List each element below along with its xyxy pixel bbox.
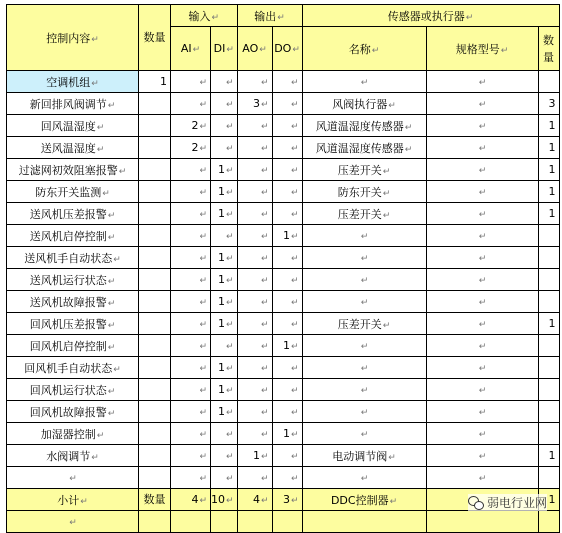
header-ai: AI↵ xyxy=(171,27,211,71)
table-row xyxy=(7,159,560,181)
cell-ai: ↵ xyxy=(171,423,211,445)
cell-ai: ↵ xyxy=(171,269,211,291)
cell-content: 送风机运行状态↵ xyxy=(7,269,139,291)
table-row xyxy=(7,401,560,423)
cell-qty: 1 xyxy=(538,203,559,225)
cell-name: 风阀执行器↵ xyxy=(302,93,426,115)
cell-model: ↵ xyxy=(426,423,538,445)
total-count: 数量 xyxy=(139,489,171,511)
header-control-content: 控制内容↵ xyxy=(7,5,139,71)
cell-di: ↵ xyxy=(211,335,238,357)
cell-ao: ↵ xyxy=(237,247,272,269)
cell-content: 送风机手自动状态↵ xyxy=(7,247,139,269)
cell-do: 1↵ xyxy=(272,225,302,247)
cell-ao: 3↵ xyxy=(237,93,272,115)
table-row xyxy=(7,247,560,269)
cell-ao: ↵ xyxy=(237,335,272,357)
cell-ai: ↵ xyxy=(171,445,211,467)
cell-ai: ↵ xyxy=(171,357,211,379)
cell-count xyxy=(139,445,171,467)
cell-count xyxy=(139,225,171,247)
cell-content: 回风机启停控制↵ xyxy=(7,335,139,357)
cell-qty xyxy=(538,379,559,401)
cell-content: ↵ xyxy=(7,467,139,489)
cell-name: ↵ xyxy=(302,335,426,357)
cell-do: ↵ xyxy=(272,291,302,313)
cell-do: ↵ xyxy=(272,313,302,335)
cell-ao: ↵ xyxy=(237,181,272,203)
table-row xyxy=(7,269,560,291)
cell-di: 1↵ xyxy=(211,181,238,203)
cell-content: 新回排风阀调节↵ xyxy=(7,93,139,115)
header-count: 数量 xyxy=(139,5,171,71)
cell-do: 1↵ xyxy=(272,335,302,357)
footer-empty-cell xyxy=(237,511,272,533)
cell-qty: 1 xyxy=(538,445,559,467)
table-row xyxy=(7,137,560,159)
table-row xyxy=(7,225,560,247)
cell-name: ↵ xyxy=(302,291,426,313)
cell-model: ↵ xyxy=(426,225,538,247)
cell-qty xyxy=(538,291,559,313)
table-row xyxy=(7,203,560,225)
header-name: 名称↵ xyxy=(302,27,426,71)
cell-ai: ↵ xyxy=(171,291,211,313)
header-qty: 数量 xyxy=(538,27,559,71)
cell-content: 送风机故障报警↵ xyxy=(7,291,139,313)
cell-content: 加湿器控制↵ xyxy=(7,423,139,445)
cell-di: 1↵ xyxy=(211,159,238,181)
table-row xyxy=(7,335,560,357)
cell-di: 1↵ xyxy=(211,203,238,225)
cell-content: 空调机组↵ xyxy=(7,71,139,93)
cell-model: ↵ xyxy=(426,181,538,203)
total-ai: 4↵ xyxy=(171,489,211,511)
cell-name: 压差开关↵ xyxy=(302,159,426,181)
cell-ao: ↵ xyxy=(237,225,272,247)
cell-di: 1↵ xyxy=(211,291,238,313)
cell-do: ↵ xyxy=(272,401,302,423)
total-label: 小计↵ xyxy=(7,489,139,511)
cell-name: ↵ xyxy=(302,401,426,423)
cell-name: ↵ xyxy=(302,423,426,445)
table-row xyxy=(7,93,560,115)
cell-content: 回风机压差报警↵ xyxy=(7,313,139,335)
cell-ao: ↵ xyxy=(237,291,272,313)
cell-qty xyxy=(538,269,559,291)
cell-qty xyxy=(538,467,559,489)
cell-count xyxy=(139,159,171,181)
cell-count xyxy=(139,203,171,225)
cell-do: ↵ xyxy=(272,357,302,379)
footer-empty-cell xyxy=(139,511,171,533)
cell-ai: ↵ xyxy=(171,247,211,269)
cell-do: ↵ xyxy=(272,467,302,489)
cell-di: 1↵ xyxy=(211,247,238,269)
cell-model: ↵ xyxy=(426,291,538,313)
cell-name: ↵ xyxy=(302,467,426,489)
table-row xyxy=(7,423,560,445)
cell-model: ↵ xyxy=(426,313,538,335)
cell-ai: ↵ xyxy=(171,313,211,335)
cell-count xyxy=(139,335,171,357)
cell-name: ↵ xyxy=(302,71,426,93)
cell-do: ↵ xyxy=(272,115,302,137)
cell-qty xyxy=(538,335,559,357)
table-row xyxy=(7,467,560,489)
header-ao: AO↵ xyxy=(237,27,272,71)
header-input: 输入↵ xyxy=(171,5,238,27)
cell-count xyxy=(139,181,171,203)
header-model: 规格型号↵ xyxy=(426,27,538,71)
cell-model: ↵ xyxy=(426,137,538,159)
cell-do: ↵ xyxy=(272,445,302,467)
cell-ai: ↵ xyxy=(171,71,211,93)
cell-di: ↵ xyxy=(211,467,238,489)
table-row xyxy=(7,357,560,379)
cell-count xyxy=(139,313,171,335)
header-output: 输出↵ xyxy=(237,5,302,27)
footer-empty-row xyxy=(7,511,560,533)
cell-content: 过滤网初效阻塞报警↵ xyxy=(7,159,139,181)
cell-qty xyxy=(538,423,559,445)
cell-qty: 1 xyxy=(538,115,559,137)
table-row xyxy=(7,291,560,313)
cell-model: ↵ xyxy=(426,269,538,291)
cell-di: 1↵ xyxy=(211,269,238,291)
cell-di: ↵ xyxy=(211,115,238,137)
cell-name: 压差开关↵ xyxy=(302,313,426,335)
footer-empty-cell xyxy=(538,511,559,533)
cell-model: ↵ xyxy=(426,203,538,225)
cell-do: ↵ xyxy=(272,203,302,225)
cell-model: ↵ xyxy=(426,115,538,137)
table-row xyxy=(7,379,560,401)
cell-ao: ↵ xyxy=(237,159,272,181)
cell-count: 1 xyxy=(139,71,171,93)
cell-ai: ↵ xyxy=(171,467,211,489)
cell-qty xyxy=(538,225,559,247)
table-row xyxy=(7,445,560,467)
cell-qty xyxy=(538,401,559,423)
cell-count xyxy=(139,137,171,159)
cell-content: 回风机运行状态↵ xyxy=(7,379,139,401)
cell-di: ↵ xyxy=(211,71,238,93)
cell-qty xyxy=(538,357,559,379)
cell-count xyxy=(139,357,171,379)
total-do: 3↵ xyxy=(272,489,302,511)
cell-model: ↵ xyxy=(426,93,538,115)
cell-model: ↵ xyxy=(426,379,538,401)
cell-ai: 2↵ xyxy=(171,137,211,159)
cell-do: ↵ xyxy=(272,71,302,93)
cell-ao: ↵ xyxy=(237,115,272,137)
cell-model: ↵ xyxy=(426,71,538,93)
cell-name: 防东开关↵ xyxy=(302,181,426,203)
cell-di: 1↵ xyxy=(211,357,238,379)
cell-model: ↵ xyxy=(426,445,538,467)
cell-count xyxy=(139,467,171,489)
wechat-icon xyxy=(468,496,484,510)
cell-di: ↵ xyxy=(211,423,238,445)
table-row xyxy=(7,115,560,137)
cell-ai: ↵ xyxy=(171,93,211,115)
header-sensor-actuator: 传感器或执行器↵ xyxy=(302,5,559,27)
cell-do: ↵ xyxy=(272,379,302,401)
cell-name: ↵ xyxy=(302,225,426,247)
table-row xyxy=(7,313,560,335)
table-row xyxy=(7,181,560,203)
cell-qty: 1 xyxy=(538,159,559,181)
watermark-text: 弱电行业网 xyxy=(487,496,548,510)
cell-ao: ↵ xyxy=(237,203,272,225)
watermark xyxy=(468,494,547,511)
cell-di: 1↵ xyxy=(211,313,238,335)
cell-do: ↵ xyxy=(272,137,302,159)
header-di: DI↵ xyxy=(211,27,238,71)
cell-do: ↵ xyxy=(272,93,302,115)
cell-do: ↵ xyxy=(272,159,302,181)
cell-content: 送风机压差报警↵ xyxy=(7,203,139,225)
total-qty: 1 xyxy=(538,489,559,511)
cell-di: 1↵ xyxy=(211,379,238,401)
cell-count xyxy=(139,115,171,137)
cell-ai: ↵ xyxy=(171,181,211,203)
footer-empty-cell: ↵ xyxy=(7,511,139,533)
cell-di: ↵ xyxy=(211,445,238,467)
cell-model: ↵ xyxy=(426,247,538,269)
cell-qty: 1 xyxy=(538,137,559,159)
cell-ao: ↵ xyxy=(237,137,272,159)
cell-content: 防东开关监测↵ xyxy=(7,181,139,203)
cell-ai: 2↵ xyxy=(171,115,211,137)
cell-ai: ↵ xyxy=(171,379,211,401)
cell-count xyxy=(139,269,171,291)
cell-content: 回风机手自动状态↵ xyxy=(7,357,139,379)
cell-di: ↵ xyxy=(211,137,238,159)
cell-name: ↵ xyxy=(302,379,426,401)
cell-content: 送风机启停控制↵ xyxy=(7,225,139,247)
cell-model: ↵ xyxy=(426,159,538,181)
cell-model: ↵ xyxy=(426,357,538,379)
cell-name: ↵ xyxy=(302,357,426,379)
cell-qty: 1 xyxy=(538,181,559,203)
cell-model: ↵ xyxy=(426,335,538,357)
cell-ao: ↵ xyxy=(237,401,272,423)
cell-count xyxy=(139,93,171,115)
cell-count xyxy=(139,247,171,269)
cell-count xyxy=(139,401,171,423)
cell-do: ↵ xyxy=(272,269,302,291)
cell-ai: ↵ xyxy=(171,335,211,357)
cell-name: 风道温湿度传感器↵ xyxy=(302,115,426,137)
cell-ao: ↵ xyxy=(237,467,272,489)
cell-ai: ↵ xyxy=(171,401,211,423)
footer-empty-cell xyxy=(426,511,538,533)
cell-ai: ↵ xyxy=(171,203,211,225)
cell-ao: ↵ xyxy=(237,313,272,335)
footer-empty-cell xyxy=(211,511,238,533)
cell-name: 压差开关↵ xyxy=(302,203,426,225)
cell-name: 电动调节阀↵ xyxy=(302,445,426,467)
cell-model: ↵ xyxy=(426,401,538,423)
cell-do: 1↵ xyxy=(272,423,302,445)
cell-ao: ↵ xyxy=(237,71,272,93)
cell-content: 水阀调节↵ xyxy=(7,445,139,467)
total-name: DDC控制器↵ xyxy=(302,489,426,511)
cell-qty: 1 xyxy=(538,313,559,335)
total-di: 10↵ xyxy=(211,489,238,511)
footer-empty-cell xyxy=(272,511,302,533)
cell-di: 1↵ xyxy=(211,401,238,423)
cell-model: ↵ xyxy=(426,467,538,489)
cell-di: ↵ xyxy=(211,93,238,115)
cell-count xyxy=(139,291,171,313)
cell-ao: ↵ xyxy=(237,269,272,291)
cell-name: ↵ xyxy=(302,247,426,269)
total-ao: 4↵ xyxy=(237,489,272,511)
cell-name: ↵ xyxy=(302,269,426,291)
header-do: DO↵ xyxy=(272,27,302,71)
cell-content: 回风温湿度↵ xyxy=(7,115,139,137)
cell-qty: 3 xyxy=(538,93,559,115)
footer-empty-cell xyxy=(171,511,211,533)
cell-ao: 1↵ xyxy=(237,445,272,467)
cell-ai: ↵ xyxy=(171,159,211,181)
cell-content: 回风机故障报警↵ xyxy=(7,401,139,423)
footer-empty-cell xyxy=(302,511,426,533)
cell-do: ↵ xyxy=(272,247,302,269)
cell-name: 风道温湿度传感器↵ xyxy=(302,137,426,159)
cell-do: ↵ xyxy=(272,181,302,203)
cell-ao: ↵ xyxy=(237,379,272,401)
cell-di: ↵ xyxy=(211,225,238,247)
cell-ao: ↵ xyxy=(237,357,272,379)
control-point-table xyxy=(6,4,560,533)
cell-qty xyxy=(538,71,559,93)
cell-qty xyxy=(538,247,559,269)
cell-count xyxy=(139,423,171,445)
cell-content: 送风温湿度↵ xyxy=(7,137,139,159)
cell-ai: ↵ xyxy=(171,225,211,247)
table-row xyxy=(7,71,560,93)
cell-ao: ↵ xyxy=(237,423,272,445)
cell-count xyxy=(139,379,171,401)
